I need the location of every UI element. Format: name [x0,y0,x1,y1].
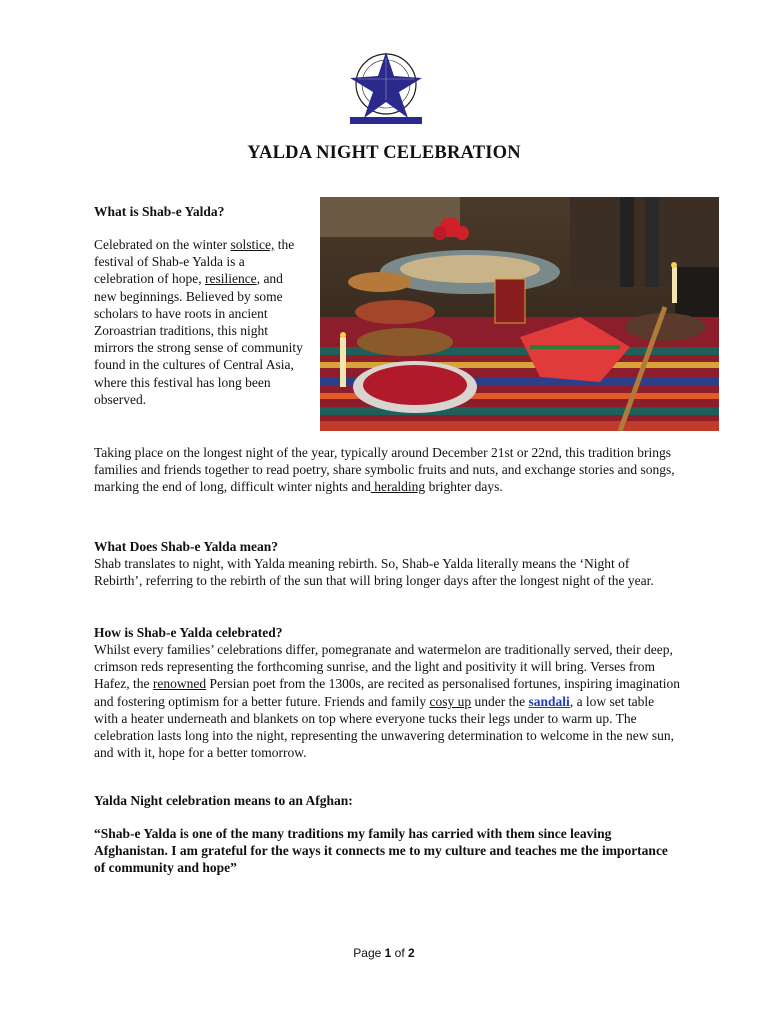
section-celebrated [94,625,680,761]
society-logo [338,44,434,128]
heading-what-is: What is Shab-e Yalda? [94,204,225,219]
word-resilience: resilience [204,271,257,287]
section-afghan-meaning [94,793,680,877]
word-solstice: solstice, [230,237,275,252]
star-logo-icon [338,44,434,128]
word-cosy-up: cosy up [429,693,472,709]
heading-meaning: What Does Shab-e Yalda mean? [94,539,279,554]
afghan-quote: “Shab-e Yalda is one of the many traditions my family has carried with them since leaving Afghanistan. I am grateful for the ways it connects me to my culture and teaches me the importance of community and hope” [94,826,668,876]
section-what-is [94,204,308,408]
heading-afghan: Yalda Night celebration means to an Afghan: [94,793,353,808]
meaning-paragraph: Shab translates to night, with Yalda meaning rebirth. So, Shab-e Yalda literally means the ‘Night of Rebirth’, referring to the rebirth of the sun that will bring longer days after the longest night of the year. [94,556,654,589]
sandali-link[interactable]: sandali [528,693,570,709]
word-renowned: renowned [152,676,207,692]
section-meaning [94,539,680,589]
heading-celebrated: How is Shab-e Yalda celebrated? [94,625,283,640]
yalda-table-photo [320,197,719,431]
page-number: Page 1 of 2 [353,946,415,960]
page-title: YALDA NIGHT CELEBRATION [247,143,521,163]
word-heralding: heralding [370,479,426,495]
paragraph-longest-night: Taking place on the longest night of the year, typically around December 21st or 22nd, this tradition brings families and friends together to read poetry, share symbolic fruits and nuts, and exchange stories and songs, marking the end of long, difficult winter nights and heralding brighter days. [94,445,675,495]
celebrated-paragraph: Whilst every families’ celebrations differ, pomegranate and watermelon are traditionally served, their deep, crimson reds representing the forthcoming sunrise, and the light and positivity it will bring. Verses from Hafez, the renowned Persian poet from the 1300s, are recited as personalised fortunes, inspiring imagination and fostering optimism for a better future. Friends and family cosy up under the sandali, a low set table with a heater underneath and blankets on top where everyone tucks their legs under to warm up. The celebration lasts long into the night, representing the unwavering determination to welcome in the new sun, and with it, hope for a better tomorrow. [94,642,680,761]
intro-paragraph: Celebrated on the winter solstice, the festival of Shab-e Yalda is a celebration of hope, resilience, and new beginnings. Believed by some scholars to have roots in ancient Zoroastrian traditions, this night mirrors the strong sense of community found in the cultures of Central Asia, where this festival has long been observed. [94,237,303,407]
